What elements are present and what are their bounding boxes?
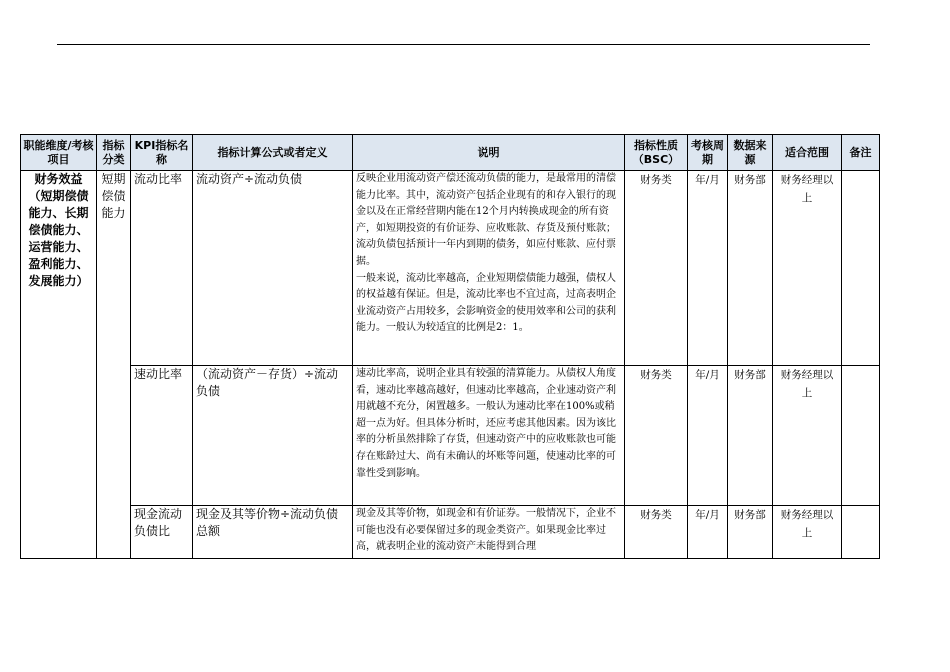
header-dimension: 职能维度/考核项目 [21,135,97,171]
scope-cell: 财务经理以上 [773,171,842,366]
description-cell [353,171,625,366]
period-cell: 年/月 [688,366,728,506]
description-cell [353,506,625,559]
period-cell: 年/月 [688,506,728,559]
description-cell [353,366,625,506]
scope-cell: 财务经理以上 [773,506,842,559]
description-paragraph: 反映企业用流动资产偿还流动负债的能力，是最常用的清偿能力比率。其中，流动资产包括企业现有的和存入银行的现金以及在正常经营期内能在12个月内转换成现金的所有资产，如短期投资的有价证券、应收账款、存货及预付账款；流动负债包括预计一年内到期的债务，如应付账款、应付票据。 [356,173,616,267]
period-cell: 年/月 [688,171,728,366]
header-scope: 适合范围 [773,135,842,171]
table-row [21,366,880,506]
remark-cell [842,171,880,366]
description-paragraph: 现金及其等价物，如现金和有价证券。一般情况下，企业不可能也没有必要保留过多的现金类资产。如果现金比率过高，就表明企业的流动资产未能得到合理 [356,508,616,553]
header-remark: 备注 [842,135,880,171]
source-cell: 财务部 [728,506,773,559]
formula-cell: 流动资产÷流动负债 [193,171,353,366]
kpi-name-cell: 现金流动负债比 [131,506,193,559]
header-category: 指标分类 [97,135,131,171]
header-period: 考核周期 [688,135,728,171]
remark-cell [842,366,880,506]
scope-cell: 财务经理以上 [773,366,842,506]
header-row [21,135,880,171]
kpi-table [20,134,880,559]
nature-cell: 财务类 [625,506,688,559]
nature-cell: 财务类 [625,366,688,506]
header-nature: 指标性质（BSC） [625,135,688,171]
header-formula: 指标计算公式或者定义 [193,135,353,171]
description-paragraph: 一般来说，流动比率越高，企业短期偿债能力越强，债权人的权益越有保证。但是，流动比率也不宜过高，过高表明企业流动资产占用较多，会影响资金的使用效率和公司的获利能力。一般认为较适宜的比例是2：1。 [356,272,616,334]
kpi-name-cell: 速动比率 [131,366,193,506]
header-kpi-name: KPI指标名称 [131,135,193,171]
category-cell: 短期偿债能力 [97,171,131,559]
header-source: 数据来源 [728,135,773,171]
remark-cell [842,506,880,559]
table-row [21,171,880,366]
kpi-name-cell: 流动比率 [131,171,193,366]
table-row [21,506,880,559]
dimension-cell: 财务效益（短期偿债能力、长期偿债能力、运营能力、盈利能力、发展能力） [21,171,97,559]
header-description: 说明 [353,135,625,171]
nature-cell: 财务类 [625,171,688,366]
formula-cell: （流动资产－存货）÷流动负债 [193,366,353,506]
description-paragraph: 速动比率高，说明企业具有较强的清算能力。从债权人角度看，速动比率越高越好，但速动比率越高，企业速动资产利用就越不充分，闲置越多。一般认为速动比率在100%或稍超一点为好。但具体分析时，还应考虑其他因素。因为该比率的分析虽然排除了存货，但速动资产中的应收账款也可能存在账龄过大、尚有未确认的坏账等问题，使速动比率的可靠性受到影响。 [356,368,616,479]
formula-cell: 现金及其等价物÷流动负债总额 [193,506,353,559]
source-cell: 财务部 [728,366,773,506]
source-cell: 财务部 [728,171,773,366]
header-rule [57,44,870,45]
